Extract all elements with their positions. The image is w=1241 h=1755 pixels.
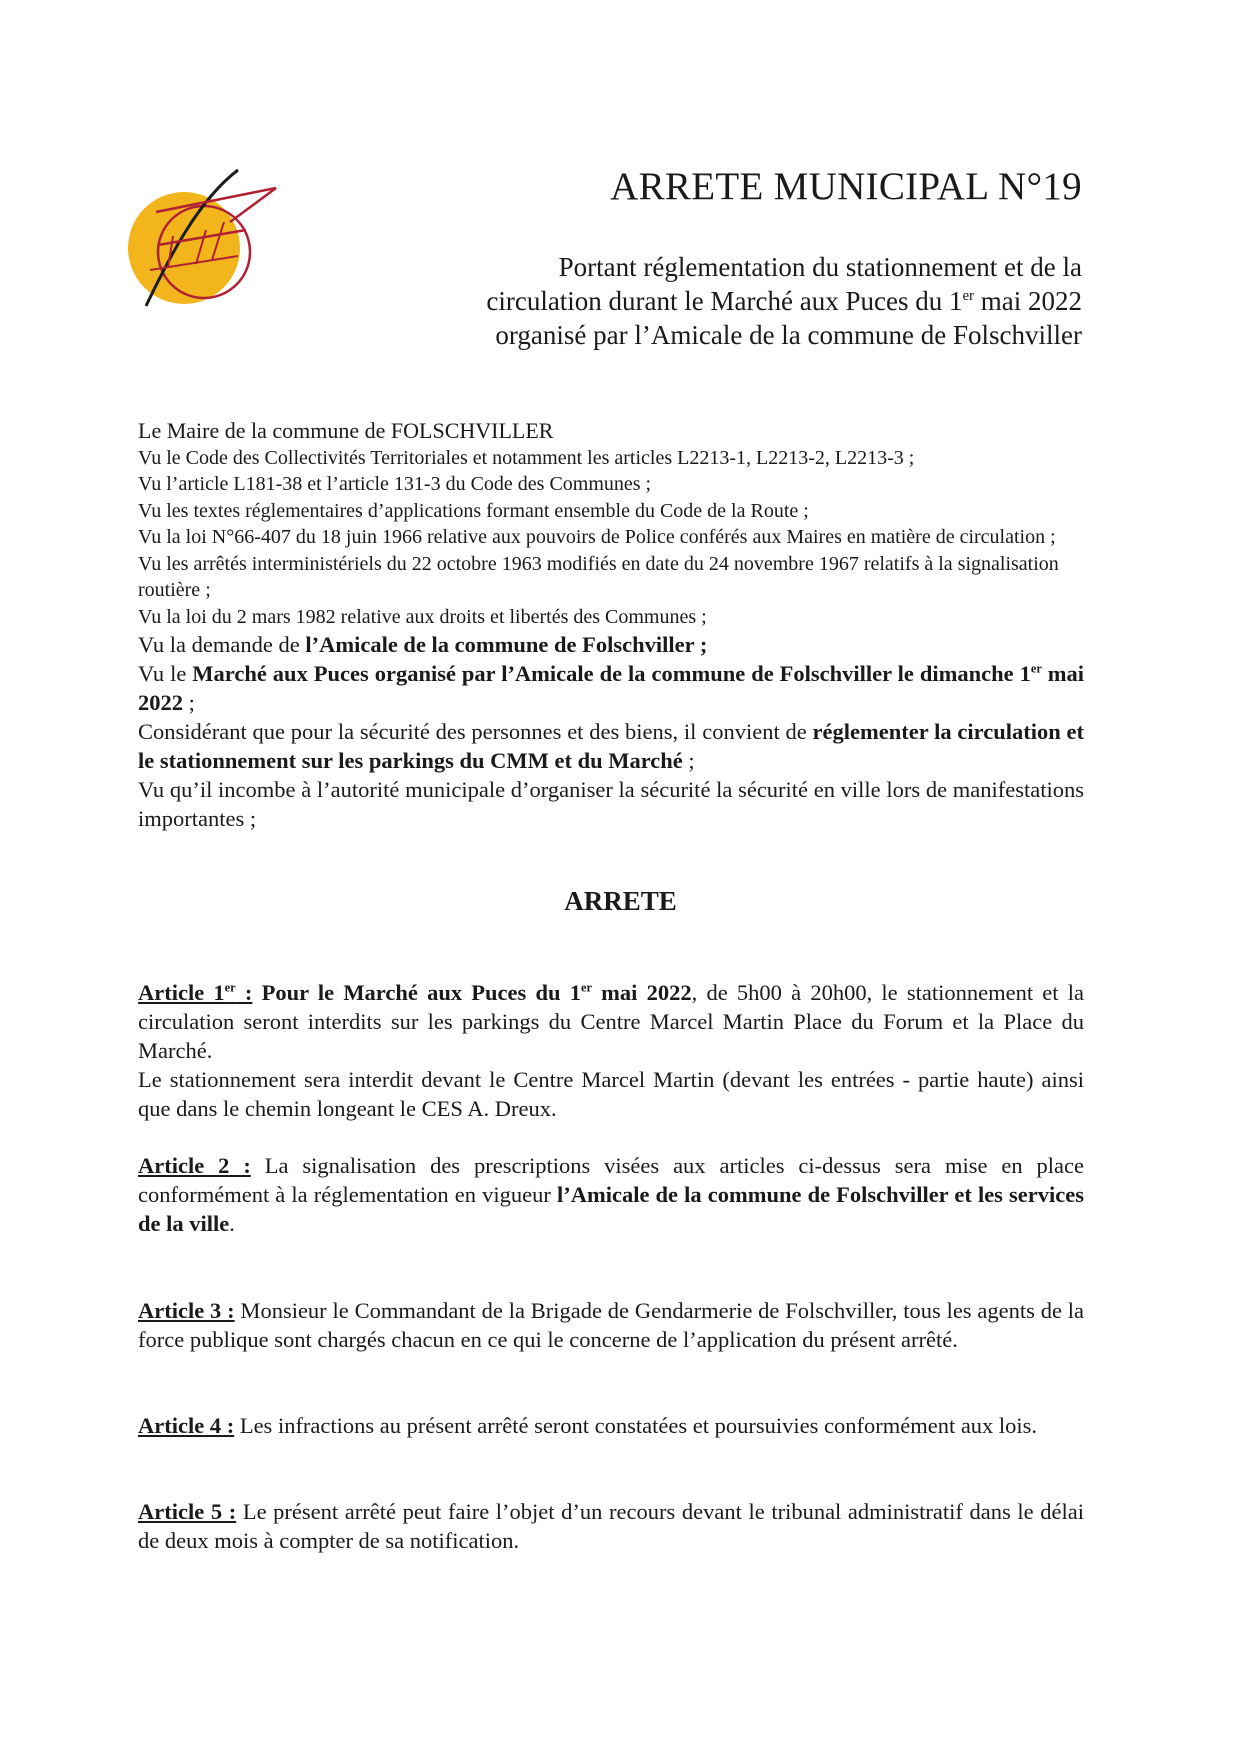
subtitle-line-2-sup: er <box>962 288 974 304</box>
preamble-bold-c: mai 2022 <box>138 661 1085 715</box>
preamble <box>138 418 1084 833</box>
subtitle <box>400 250 1082 352</box>
preamble-line: Vu la loi N°66-407 du 18 juin 1966 relative aux pouvoirs de Police conférés aux Maires en matière de circulation ; <box>138 526 1056 548</box>
preamble-line: Vu le Code des Collectivités Territoriales et notamment les articles L2213-1, L2213-2, L2213-3 ; <box>138 446 915 469</box>
article-3-text: Monsieur le Commandant de la Brigade de Gendarmerie de Folschviller, tous les agents de la force publique sont chargés chacun en ce qui le concerne de l’application du présent arrêté. <box>138 1298 1084 1352</box>
folschviller-logo <box>128 160 318 330</box>
preamble-line <box>138 630 1084 659</box>
preamble-line: Vu les arrêtés interministériels du 22 octobre 1963 modifiés en date du 24 novembre 1967 relatifs à la signalisation routière ; <box>138 552 1059 601</box>
page-title: ARRETE MUNICIPAL N°19 <box>610 165 1082 208</box>
subtitle-line-1: Portant réglementation du stationnement et de la <box>558 252 1082 282</box>
article-1-label <box>138 980 252 1005</box>
preamble-line: Vu qu’il incombe à l’autorité municipale d’organiser la sécurité la sécurité en ville lors de manifestations importantes ; <box>138 777 1084 831</box>
article-1-paragraph <box>138 978 1084 1065</box>
preamble-text: ; <box>183 690 195 715</box>
article-5-text: Le présent arrêté peut faire l’objet d’un recours devant le tribunal administratif dans le délai de deux mois à compter de sa notification. <box>138 1499 1084 1553</box>
preamble-line <box>138 717 1084 775</box>
preamble-text: Considérant que pour la sécurité des personnes et des biens, il convient de <box>138 719 813 744</box>
preamble-line: Vu l’article L181-38 et l’article 131-3 du Code des Communes ; <box>138 473 652 495</box>
article-1-bold <box>252 980 691 1005</box>
article-2-bold: l’Amicale de la commune de Folschviller et les services de la ville <box>138 1182 1085 1236</box>
article-4 <box>138 1411 1084 1440</box>
preamble-bold: l’Amicale de la commune de Folschviller ; <box>305 632 708 657</box>
subtitle-line-2 <box>400 284 1082 318</box>
subtitle-line-3: organisé par l’Amicale de la commune de Folschviller <box>495 320 1082 350</box>
arrete-heading: ARRETE <box>564 886 677 916</box>
article-1-bold-sup: er <box>580 980 592 995</box>
preamble-line: Vu les textes réglementaires d’applications formant ensemble du Code de la Route ; <box>138 499 809 522</box>
article-1-bold-a: Pour le Marché aux Puces du 1 <box>252 980 581 1005</box>
preamble-text: ; <box>682 748 695 773</box>
preamble-text: Vu le <box>138 661 193 686</box>
subtitle-line-2-b: mai 2022 <box>974 286 1082 316</box>
preamble-sup: er <box>1030 661 1042 676</box>
preamble-bold-a: Marché aux Puces organisé par l’Amicale de la commune de Folschviller le dimanche 1 <box>192 661 1031 686</box>
article-5 <box>138 1497 1084 1555</box>
article-1-text: , de 5h00 à 20h00, le stationnement et la circulation seront interdits sur les parkings du Centre Marcel Martin Place du Forum et la Place du Marché. <box>138 980 1084 1063</box>
article-1-label-a: Article 1 <box>138 980 225 1005</box>
article-3-label: Article 3 : <box>138 1298 235 1323</box>
article-5-label: Article 5 : <box>138 1499 237 1524</box>
subtitle-line-2-a: circulation durant le Marché aux Puces du 1 <box>486 286 963 316</box>
article-4-label: Article 4 : <box>138 1413 235 1438</box>
article-1-label-b: : <box>235 980 253 1005</box>
preamble-line <box>138 659 1084 717</box>
article-3 <box>138 1296 1084 1354</box>
article-4-paragraph <box>138 1411 1084 1440</box>
article-1-bold-b: mai 2022 <box>591 980 692 1005</box>
preamble-bold: réglementer la circulation et le stationnement sur les parkings du CMM et du Marché <box>138 719 1084 773</box>
article-1-paragraph-2: Le stationnement sera interdit devant le Centre Marcel Martin (devant les entrées - partie haute) ainsi que dans le chemin longeant le CES A. Dreux. <box>138 1067 1084 1121</box>
folschviller-logo-icon <box>128 160 318 330</box>
article-2-label: Article 2 : <box>138 1153 251 1178</box>
article-1 <box>138 978 1084 1123</box>
article-2 <box>138 1151 1084 1238</box>
article-2-paragraph <box>138 1151 1084 1238</box>
article-4-text: Les infractions au présent arrêté seront constatées et poursuivies conformément aux lois. <box>234 1413 1038 1438</box>
article-1-label-sup: er <box>224 980 236 995</box>
article-3-paragraph <box>138 1296 1084 1354</box>
article-2-text: La signalisation des prescriptions visées aux articles ci-dessus sera mise en place conformément à la réglementation en vigueur <box>138 1153 1084 1207</box>
preamble-bold <box>138 661 1084 715</box>
preamble-line: Le Maire de la commune de FOLSCHVILLER <box>138 418 554 443</box>
article-5-paragraph <box>138 1497 1084 1555</box>
preamble-text: Vu la demande de <box>138 632 306 657</box>
preamble-line: Vu la loi du 2 mars 1982 relative aux droits et libertés des Communes ; <box>138 605 707 628</box>
article-2-end: . <box>229 1211 235 1236</box>
